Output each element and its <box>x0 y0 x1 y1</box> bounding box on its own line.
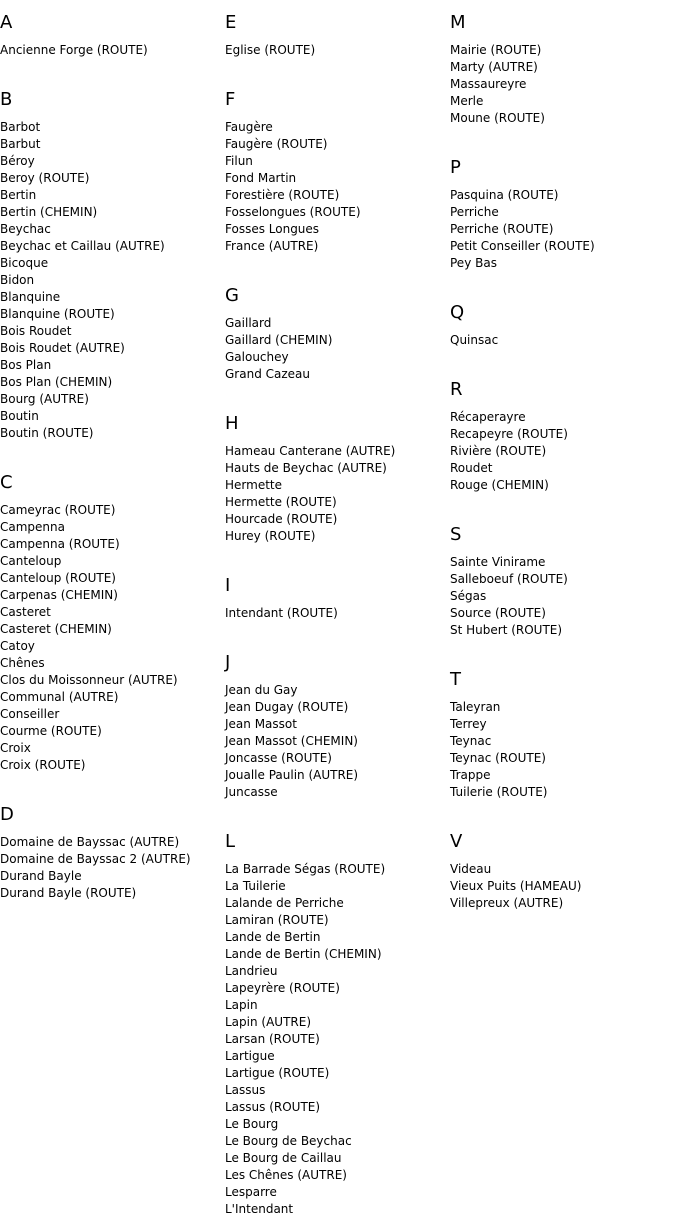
letter-group <box>450 302 672 349</box>
place-item[interactable]: Campenna <box>0 520 65 534</box>
place-list <box>225 119 447 255</box>
place-item[interactable]: Teynac <box>450 734 492 748</box>
place-item[interactable]: Fosses Longues <box>225 222 320 236</box>
place-item[interactable]: Béroy <box>0 154 35 168</box>
letter-heading: P <box>450 157 461 178</box>
place-item[interactable]: Durand Bayle (ROUTE) <box>0 886 137 900</box>
group-spacer <box>0 442 222 460</box>
place-item[interactable]: Canteloup <box>0 554 62 568</box>
place-item[interactable]: St Hubert (ROUTE) <box>450 623 563 637</box>
place-item[interactable]: Gaillard <box>225 316 272 330</box>
place-list <box>225 861 447 1218</box>
letter-heading: D <box>0 804 14 825</box>
group-spacer <box>0 774 222 792</box>
place-item[interactable]: Blanquine (ROUTE) <box>0 307 115 321</box>
letter-group <box>450 524 672 639</box>
place-item[interactable]: Courme (ROUTE) <box>0 724 102 738</box>
place-item[interactable]: Bourg (AUTRE) <box>0 392 89 406</box>
place-list <box>0 42 222 59</box>
place-item[interactable]: L'Intendant <box>225 1202 294 1216</box>
place-item[interactable]: Faugère (ROUTE) <box>225 137 328 151</box>
letter-group <box>450 12 672 127</box>
group-spacer <box>450 639 672 657</box>
place-item[interactable]: Trappe <box>450 768 491 782</box>
letter-group <box>0 472 222 774</box>
place-item[interactable]: Joncasse (ROUTE) <box>225 751 332 765</box>
letter-heading: H <box>225 413 239 434</box>
letter-heading: L <box>225 831 236 852</box>
place-list <box>0 834 222 902</box>
place-item[interactable]: Barbot <box>0 120 41 134</box>
place-item[interactable]: Pey Bas <box>450 256 497 270</box>
place-item[interactable]: Lassus (ROUTE) <box>225 1100 321 1114</box>
place-item[interactable]: Roudet <box>450 461 493 475</box>
place-item[interactable]: La Barrade Ségas (ROUTE) <box>225 862 386 876</box>
letter-heading: Q <box>450 302 465 323</box>
letter-heading: V <box>450 831 463 852</box>
place-item[interactable]: Forestière (ROUTE) <box>225 188 340 202</box>
place-item[interactable]: La Tuilerie <box>225 879 286 893</box>
place-item[interactable]: Larsan (ROUTE) <box>225 1032 320 1046</box>
place-item[interactable]: Hermette (ROUTE) <box>225 495 337 509</box>
letter-group <box>225 652 447 801</box>
place-item[interactable]: Canteloup (ROUTE) <box>0 571 116 585</box>
place-item[interactable]: Petit Conseiller (ROUTE) <box>450 239 595 253</box>
place-item[interactable]: Galouchey <box>225 350 289 364</box>
place-list <box>450 187 672 272</box>
place-list <box>225 682 447 801</box>
place-item[interactable]: Lartigue <box>225 1049 275 1063</box>
place-item[interactable]: Lartigue (ROUTE) <box>225 1066 330 1080</box>
place-item[interactable]: Lapeyrère (ROUTE) <box>225 981 340 995</box>
place-item[interactable]: Rouge (CHEMIN) <box>450 478 549 492</box>
place-item[interactable]: Villepreux (AUTRE) <box>450 896 564 910</box>
place-item[interactable]: Hermette <box>225 478 282 492</box>
letter-heading: B <box>0 89 13 110</box>
letter-group <box>450 831 672 912</box>
place-item[interactable]: Lamiran (ROUTE) <box>225 913 329 927</box>
place-item[interactable]: Catoy <box>0 639 35 653</box>
place-item[interactable]: Lande de Bertin (CHEMIN) <box>225 947 382 961</box>
place-item[interactable]: Lapin (AUTRE) <box>225 1015 312 1029</box>
place-item[interactable]: Quinsac <box>450 333 499 347</box>
letter-heading: A <box>0 12 13 33</box>
place-item[interactable]: Recapeyre (ROUTE) <box>450 427 568 441</box>
group-spacer <box>450 127 672 145</box>
letter-heading: J <box>225 652 231 673</box>
place-list <box>225 605 447 622</box>
place-item[interactable]: Communal (AUTRE) <box>0 690 119 704</box>
place-item[interactable]: Mairie (ROUTE) <box>450 43 542 57</box>
letter-heading: G <box>225 285 239 306</box>
letter-group <box>0 804 222 902</box>
place-item[interactable]: Perriche (ROUTE) <box>450 222 554 236</box>
place-item[interactable]: Domaine de Bayssac (AUTRE) <box>0 835 180 849</box>
letter-heading: T <box>450 669 461 690</box>
place-item[interactable]: Juncasse <box>225 785 278 799</box>
place-list <box>0 502 222 774</box>
place-item[interactable]: Récaperayre <box>450 410 526 424</box>
group-spacer <box>225 59 447 77</box>
letter-group <box>0 89 222 442</box>
place-item[interactable]: Casteret (CHEMIN) <box>0 622 112 636</box>
place-item[interactable]: Hameau Canterane (AUTRE) <box>225 444 396 458</box>
place-item[interactable]: Lassus <box>225 1083 266 1097</box>
place-item[interactable]: Merle <box>450 94 484 108</box>
place-item[interactable]: Carpenas (CHEMIN) <box>0 588 118 602</box>
place-list <box>450 332 672 349</box>
place-list <box>225 42 447 59</box>
place-item[interactable]: Lalande de Perriche <box>225 896 344 910</box>
letter-heading: M <box>450 12 466 33</box>
index-column-3 <box>450 0 672 912</box>
place-item[interactable]: Fosselongues (ROUTE) <box>225 205 361 219</box>
place-item[interactable]: Croix <box>0 741 31 755</box>
letter-heading: R <box>450 379 463 400</box>
place-item[interactable]: Landrieu <box>225 964 278 978</box>
place-item[interactable]: Bidon <box>0 273 35 287</box>
place-item[interactable]: Joualle Paulin (AUTRE) <box>225 768 359 782</box>
place-item[interactable]: Bicoque <box>0 256 49 270</box>
place-list <box>450 554 672 639</box>
place-item[interactable]: Terrey <box>450 717 487 731</box>
letter-heading: E <box>225 12 237 33</box>
letter-heading: I <box>225 575 231 596</box>
place-item[interactable]: Hurey (ROUTE) <box>225 529 316 543</box>
place-item[interactable]: Massaureyre <box>450 77 527 91</box>
place-item[interactable]: Filun <box>225 154 253 168</box>
letter-group <box>225 575 447 622</box>
place-item[interactable]: Chênes <box>0 656 45 670</box>
place-list <box>225 315 447 383</box>
place-item[interactable]: Boutin <box>0 409 39 423</box>
letter-group <box>450 669 672 801</box>
place-item[interactable]: Gaillard (CHEMIN) <box>225 333 333 347</box>
place-item[interactable]: Durand Bayle <box>0 869 82 883</box>
place-item[interactable]: Jean du Gay <box>225 683 298 697</box>
place-item[interactable]: Conseiller <box>0 707 60 721</box>
place-item[interactable]: Lapin <box>225 998 258 1012</box>
place-item[interactable]: Boutin (ROUTE) <box>0 426 94 440</box>
place-item[interactable]: Hourcade (ROUTE) <box>225 512 338 526</box>
place-item[interactable]: Moune (ROUTE) <box>450 111 545 125</box>
place-item[interactable]: Eglise (ROUTE) <box>225 43 316 57</box>
place-item[interactable]: Le Bourg <box>225 1117 279 1131</box>
place-item[interactable]: Croix (ROUTE) <box>0 758 86 772</box>
place-item[interactable]: Bertin <box>0 188 37 202</box>
place-list <box>450 861 672 912</box>
letter-group <box>0 12 222 59</box>
place-item[interactable]: Hauts de Beychac (AUTRE) <box>225 461 387 475</box>
place-item[interactable]: Blanquine <box>0 290 61 304</box>
place-item[interactable]: Bois Roudet (AUTRE) <box>0 341 125 355</box>
place-item[interactable]: Bertin (CHEMIN) <box>0 205 98 219</box>
place-item[interactable]: Salleboeuf (ROUTE) <box>450 572 568 586</box>
place-item[interactable]: Ancienne Forge (ROUTE) <box>0 43 148 57</box>
place-item[interactable]: Fond Martin <box>225 171 297 185</box>
group-spacer <box>0 59 222 77</box>
letter-heading: S <box>450 524 462 545</box>
group-spacer <box>225 801 447 819</box>
group-spacer <box>225 622 447 640</box>
place-item[interactable]: Teynac (ROUTE) <box>450 751 546 765</box>
group-spacer <box>450 494 672 512</box>
place-item[interactable]: Videau <box>450 862 492 876</box>
group-spacer <box>450 801 672 819</box>
place-item[interactable]: Lande de Bertin <box>225 930 321 944</box>
place-item[interactable]: Intendant (ROUTE) <box>225 606 338 620</box>
place-item[interactable]: Domaine de Bayssac 2 (AUTRE) <box>0 852 191 866</box>
place-item[interactable]: Perriche <box>450 205 499 219</box>
place-list <box>450 409 672 494</box>
index-column-1 <box>0 0 222 902</box>
place-item[interactable]: Pasquina (ROUTE) <box>450 188 559 202</box>
index-column-2 <box>225 0 447 1218</box>
place-list <box>225 443 447 545</box>
place-item[interactable]: Le Bourg de Beychac <box>225 1134 352 1148</box>
place-item[interactable]: Vieux Puits (HAMEAU) <box>450 879 582 893</box>
group-spacer <box>450 349 672 367</box>
letter-group <box>225 285 447 383</box>
place-item[interactable]: Taleyran <box>450 700 501 714</box>
group-spacer <box>225 545 447 563</box>
place-item[interactable]: Jean Massot (CHEMIN) <box>225 734 358 748</box>
letter-heading: F <box>225 89 236 110</box>
place-item[interactable]: Bois Roudet <box>0 324 72 338</box>
letter-group <box>450 379 672 494</box>
place-item[interactable]: Jean Dugay (ROUTE) <box>225 700 349 714</box>
place-item[interactable]: Source (ROUTE) <box>450 606 546 620</box>
place-item[interactable]: Barbut <box>0 137 41 151</box>
letter-group <box>225 831 447 1218</box>
place-list <box>0 119 222 442</box>
place-item[interactable]: Cameyrac (ROUTE) <box>0 503 116 517</box>
place-item[interactable]: France (AUTRE) <box>225 239 319 253</box>
place-item[interactable]: Clos du Moissonneur (AUTRE) <box>0 673 178 687</box>
letter-group <box>225 89 447 255</box>
group-spacer <box>450 272 672 290</box>
letter-group <box>225 12 447 59</box>
place-item[interactable]: Le Bourg de Caillau <box>225 1151 342 1165</box>
letter-heading: C <box>0 472 13 493</box>
group-spacer <box>225 383 447 401</box>
place-item[interactable]: Rivière (ROUTE) <box>450 444 547 458</box>
place-list <box>450 699 672 801</box>
place-item[interactable]: Marty (AUTRE) <box>450 60 538 74</box>
place-item[interactable]: Beychac <box>0 222 51 236</box>
place-item[interactable]: Jean Massot <box>225 717 297 731</box>
group-spacer <box>225 255 447 273</box>
place-item[interactable]: Beroy (ROUTE) <box>0 171 90 185</box>
letter-group <box>450 157 672 272</box>
letter-group <box>225 413 447 545</box>
place-list <box>450 42 672 127</box>
place-item[interactable]: Lesparre <box>225 1185 277 1199</box>
place-item[interactable]: Sainte Vinirame <box>450 555 546 569</box>
place-item[interactable]: Bos Plan <box>0 358 52 372</box>
place-item[interactable]: Beychac et Caillau (AUTRE) <box>0 239 165 253</box>
place-item[interactable]: Tuilerie (ROUTE) <box>450 785 548 799</box>
place-item[interactable]: Bos Plan (CHEMIN) <box>0 375 113 389</box>
place-item[interactable]: Casteret <box>0 605 51 619</box>
place-item[interactable]: Grand Cazeau <box>225 367 310 381</box>
place-item[interactable]: Ségas <box>450 589 487 603</box>
place-item[interactable]: Faugère <box>225 120 273 134</box>
place-item[interactable]: Campenna (ROUTE) <box>0 537 120 551</box>
place-item[interactable]: Les Chênes (AUTRE) <box>225 1168 347 1182</box>
